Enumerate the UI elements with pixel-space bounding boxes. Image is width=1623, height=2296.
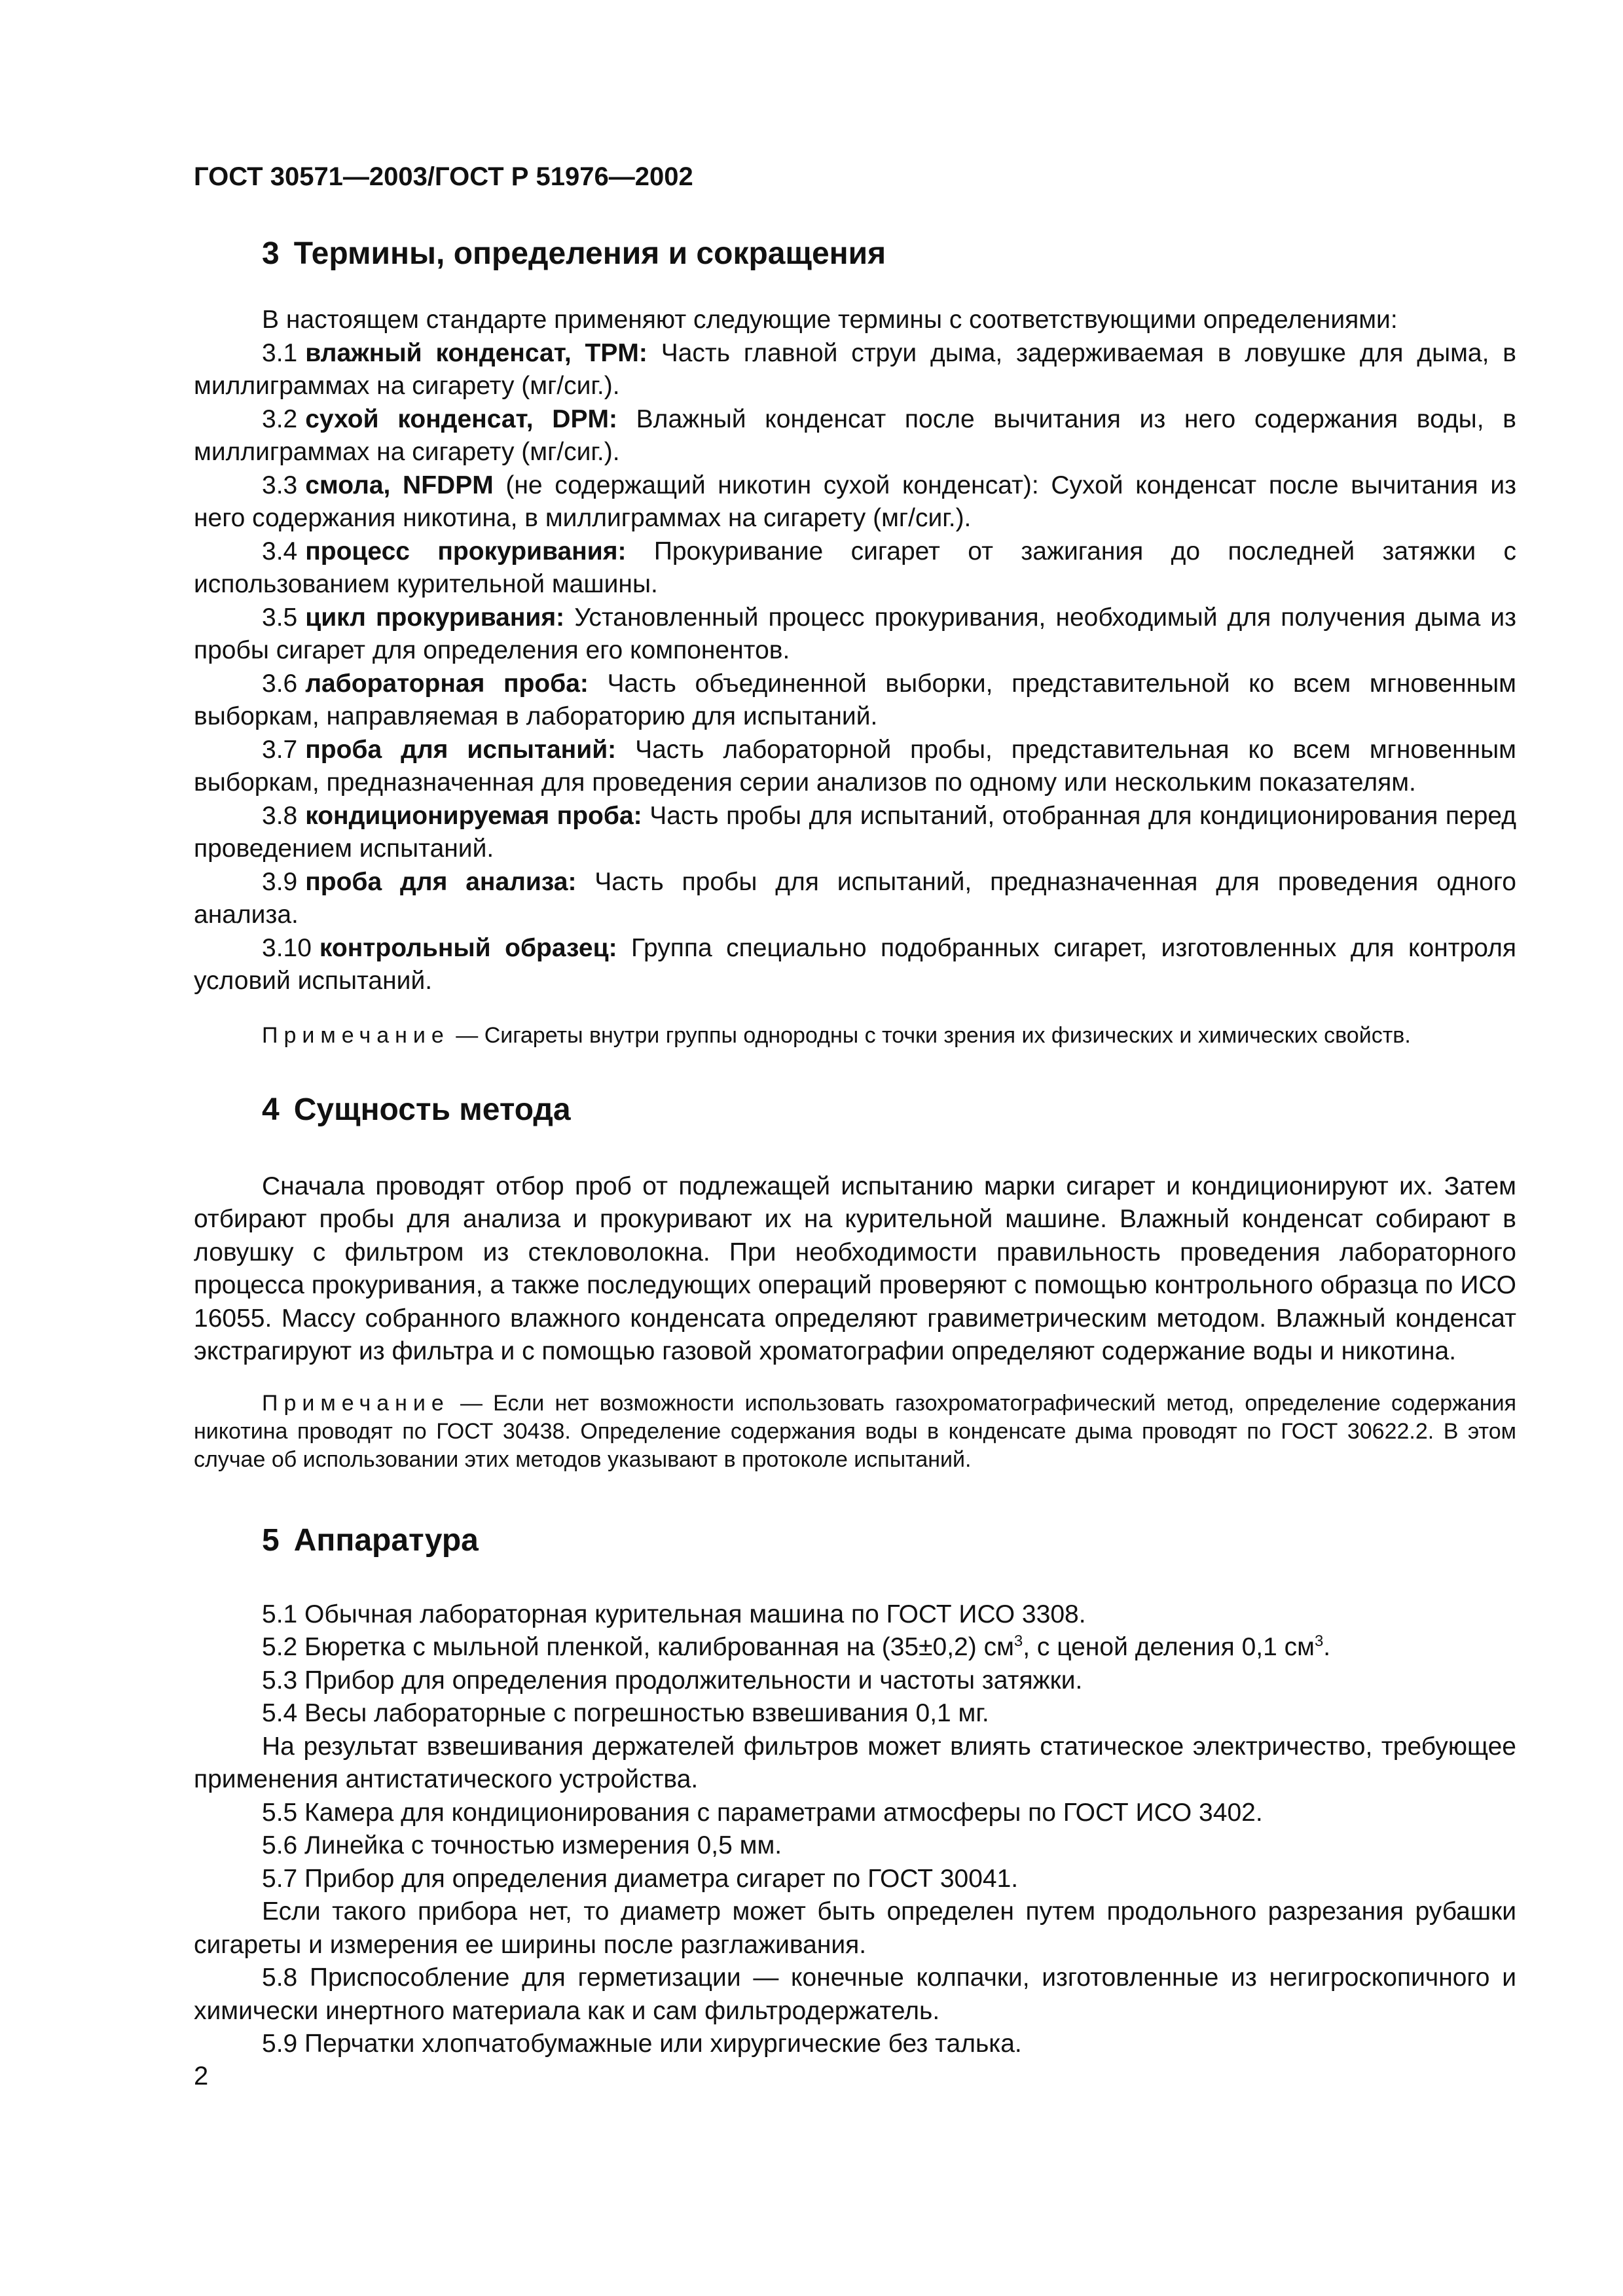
section-3-note xyxy=(194,1022,1516,1050)
note-text: — Если нет возможности использовать газохроматографический метод, определение содержания никотина проводят по ГОСТ 30438. Определение содержания воды в конденсате дыма проводят по ГОСТ 30622.2. В этом случае об использовании этих методов указывают в протоколе испытаний. xyxy=(194,1390,1517,1472)
apparatus-item: 5.8 Приспособление для герметизации — конечные колпачки, изготовленные из негигроскопичного и химически инертного материала как и сам фильтродержатель. xyxy=(194,1964,1516,2025)
apparatus-paragraph: На результат взвешивания держателей фильтров может влиять статическое электричество, требующее применения антистатического устройства. xyxy=(194,1732,1516,1793)
section-intro: В настоящем стандарте применяют следующие термины с соответствующими определениями: xyxy=(262,306,1398,334)
term-item: 3.9 проба для анализа: Часть пробы для испытаний, предназначенная для проведения одного анализа. xyxy=(194,867,1516,929)
section-title-text: Сущность метода xyxy=(293,1092,571,1127)
term-item: 3.4 процесс прокуривания: Прокуривание сигарет от зажигания до последней затяжки с использованием курительной машины. xyxy=(194,537,1516,598)
term-item: 3.1 влажный конденсат, TPM: Часть главной струи дыма, задерживаемая в ловушке для дыма, в миллиграммах на сигарету (мг/сиг.). xyxy=(194,338,1516,400)
section-number: 5 xyxy=(262,1522,280,1558)
section-number: 3 xyxy=(262,236,280,271)
document-header: ГОСТ 30571—2003/ГОСТ Р 51976—2002 xyxy=(194,162,693,191)
apparatus-item: 5.7 Прибор для определения диаметра сигарет по ГОСТ 30041. xyxy=(262,1864,1019,1893)
term-item: 3.10 контрольный образец: Группа специально подобранных сигарет, изготовленных для контроля условий испытаний. xyxy=(194,933,1516,995)
note-label: Примечание xyxy=(262,1022,450,1048)
apparatus-item: 5.3 Прибор для определения продолжительности и частоты затяжки. xyxy=(262,1666,1083,1695)
section-4-body: Сначала проводят отбор проб от подлежащей испытанию марки сигарет и кондиционируют их. Затем отбирают пробы для анализа и прокуривают их на курительной машине. Влажный конденсат собирают в ловушку с фильтром из стекловолокна. При необходимости правильность проведения лабораторного процесса прокуривания, а также последующих операций проверяют с помощью контрольного образца по ИСО 16055. Массу собранного влажного конденсата определяют гравиметрическим методом. Влажный конденсат экстрагируют из фильтра и с помощью газовой хроматографии определяют содержание воды и никотина. xyxy=(194,1172,1516,1365)
section-4-note xyxy=(194,1390,1516,1474)
term-item: 3.6 лабораторная проба: Часть объединенной выборки, представительной ко всем мгновенным выборкам, направляемая в лабораторию для испытаний. xyxy=(194,669,1516,730)
section-title-text: Аппаратура xyxy=(293,1522,479,1558)
apparatus-item: 5.1 Обычная лабораторная курительная машина по ГОСТ ИСО 3308. xyxy=(262,1600,1086,1628)
apparatus-item: 5.5 Камера для кондиционирования с параметрами атмосферы по ГОСТ ИСО 3402. xyxy=(262,1798,1263,1827)
section-3-title xyxy=(194,234,1516,274)
section-title-text: Термины, определения и сокращения xyxy=(293,236,886,271)
note-label: Примечание xyxy=(262,1390,450,1416)
apparatus-item: 5.6 Линейка с точностью измерения 0,5 мм. xyxy=(262,1831,782,1859)
document-page xyxy=(194,157,1516,2061)
apparatus-item: 5.2 Бюретка с мыльной пленкой, калиброванная на (35±0,2) $см^3$, с ценой деления 0,1 $см^3$. xyxy=(262,1632,1331,1661)
term-item: 3.3 смола, NFDPM (не содержащий никотин сухой конденсат): Сухой конденсат после вычитания из него содержания никотина, в миллиграммах на сигарету (мг/сиг.). xyxy=(194,471,1516,532)
term-item: 3.7 проба для испытаний: Часть лабораторной пробы, представительная ко всем мгновенным выборкам, предназначенная для проведения серии анализов по одному или нескольким показателям. xyxy=(194,735,1516,797)
section-3-body xyxy=(194,304,1516,998)
apparatus-item: 5.4 Весы лабораторные с погрешностью взвешивания 0,1 мг. xyxy=(262,1699,989,1727)
term-item: 3.8 кондиционируемая проба: Часть пробы для испытаний, отобранная для кондиционирования перед проведением испытаний. xyxy=(194,801,1516,863)
section-5-body xyxy=(194,1598,1516,2061)
section-number: 4 xyxy=(262,1092,280,1127)
term-item: 3.5 цикл прокуривания: Установленный процесс прокуривания, необходимый для получения дыма из пробы сигарет для определения его компонентов. xyxy=(194,603,1516,664)
section-5-title xyxy=(194,1521,1516,1560)
page-number: 2 xyxy=(194,2062,209,2090)
apparatus-item: 5.9 Перчатки хлопчатобумажные или хирургические без талька. xyxy=(262,2030,1022,2058)
apparatus-paragraph: Если такого прибора нет, то диаметр может быть определен путем продольного разрезания рубашки сигареты и измерения ее ширины после разглаживания. xyxy=(194,1897,1516,1959)
term-item: 3.2 сухой конденсат, DPM: Влажный конденсат после вычитания из него содержания воды, в миллиграммах на сигарету (мг/сиг.). xyxy=(194,404,1516,466)
section-4-title xyxy=(194,1090,1516,1130)
note-text: — Сигареты внутри группы однородны с точки зрения их физических и химических свойств. xyxy=(456,1022,1411,1048)
